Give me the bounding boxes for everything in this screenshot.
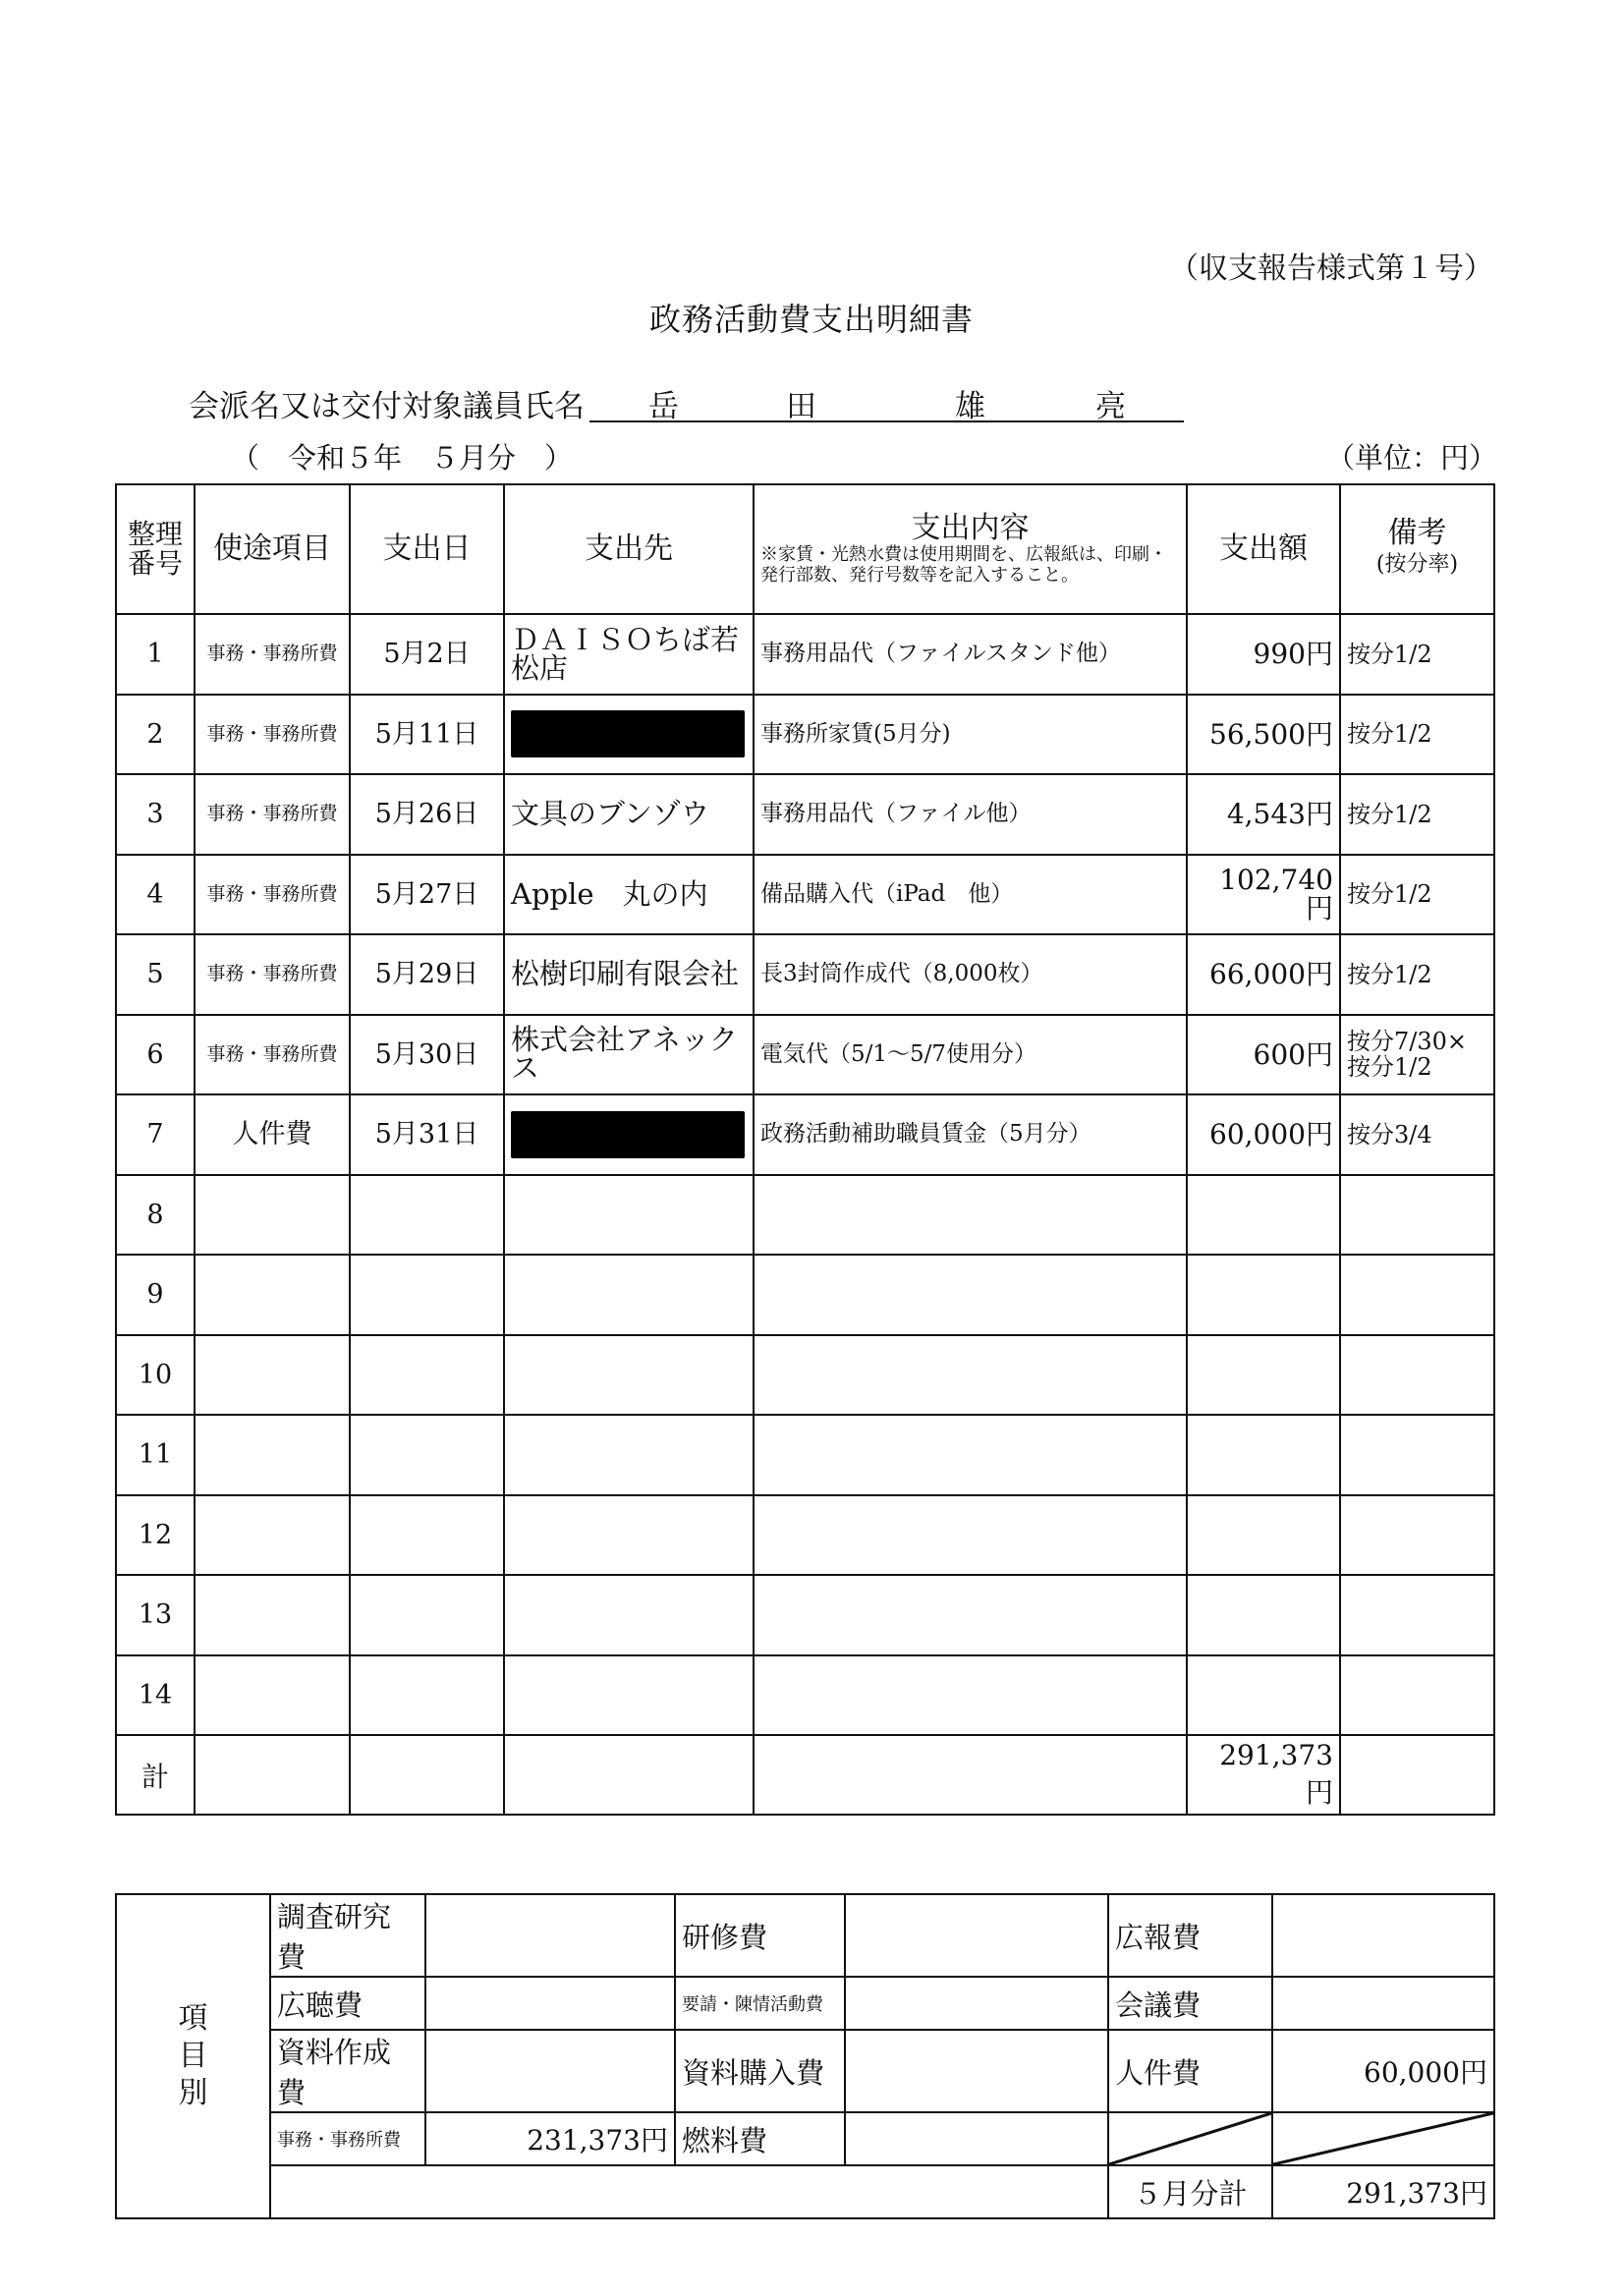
row-category	[195, 1175, 350, 1256]
table-row	[116, 695, 1494, 775]
row-payee	[504, 1655, 754, 1736]
petition-label: 要請・陳情活動費	[675, 1977, 845, 2030]
row-payee	[504, 1094, 754, 1175]
row-payee	[504, 1335, 754, 1416]
row-payee: 文具のブンゾウ	[504, 774, 754, 855]
row-payee	[504, 695, 754, 775]
row-date: 5月11日	[350, 695, 504, 775]
row-note	[1340, 1655, 1494, 1736]
row-payee: Apple 丸の内	[504, 855, 754, 935]
row-number: 5	[116, 934, 195, 1015]
table-row	[116, 1175, 1494, 1256]
row-note	[1340, 1495, 1494, 1576]
row-number: 2	[116, 695, 195, 775]
fuel-label: 燃料費	[675, 2112, 845, 2165]
header-date: 支出日	[350, 484, 504, 614]
row-category	[195, 1255, 350, 1335]
diagonal-cell-2	[1272, 2112, 1494, 2165]
row-number: 10	[116, 1335, 195, 1416]
row-payee: ＤＡＩＳＯちば若松店	[504, 614, 754, 695]
publicity-label: 広報費	[1108, 1894, 1272, 1977]
row-amount: 990円	[1187, 614, 1340, 695]
row-date	[350, 1655, 504, 1736]
row-amount: 600円	[1187, 1015, 1340, 1095]
row-payee	[504, 1495, 754, 1576]
row-content: 事務用品代（ファイル他）	[754, 774, 1187, 855]
office-label: 事務・事務所費	[270, 2112, 425, 2165]
research-label: 調査研究費	[270, 1894, 425, 1977]
form-id: （収支報告様式第１号）	[1169, 252, 1493, 286]
row-date	[350, 1255, 504, 1335]
personnel-value: 60,000円	[1272, 2030, 1494, 2112]
row-amount: 66,000円	[1187, 934, 1340, 1015]
row-number: 12	[116, 1495, 195, 1576]
row-amount	[1187, 1335, 1340, 1416]
row-date	[350, 1335, 504, 1416]
name-char-4: 亮	[1095, 389, 1126, 424]
row-payee: 株式会社アネックス	[504, 1015, 754, 1095]
redaction-block	[511, 710, 745, 757]
personnel-label: 人件費	[1108, 2030, 1272, 2112]
name-char-2: 田	[786, 389, 816, 424]
row-payee	[504, 1255, 754, 1335]
header-note-label: 備考	[1387, 516, 1447, 550]
row-amount	[1187, 1655, 1340, 1736]
row-category: 事務・事務所費	[195, 614, 350, 695]
expense-table	[115, 483, 1495, 1816]
row-content	[754, 1255, 1187, 1335]
row-note	[1340, 1415, 1494, 1495]
row-content: 事務用品代（ファイルスタンド他）	[754, 614, 1187, 695]
report-period: （ 令和５年 ５月分 ）	[231, 441, 574, 475]
row-date: 5月31日	[350, 1094, 504, 1175]
row-note: 按分1/2	[1340, 855, 1494, 935]
row-note	[1340, 1335, 1494, 1416]
header-note	[1340, 484, 1494, 614]
header-content	[754, 484, 1187, 614]
name-char-3: 雄	[955, 389, 985, 424]
row-category	[195, 1335, 350, 1416]
row-number: 3	[116, 774, 195, 855]
row-number: 1	[116, 614, 195, 695]
month-total-label: ５月分計	[1108, 2165, 1272, 2218]
row-note: 按分1/2	[1340, 774, 1494, 855]
row-note: 按分1/2	[1340, 614, 1494, 695]
row-amount: 56,500円	[1187, 695, 1340, 775]
row-date: 5月27日	[350, 855, 504, 935]
table-row	[116, 934, 1494, 1015]
table-row	[116, 1255, 1494, 1335]
row-category: 人件費	[195, 1094, 350, 1175]
materials-buy-label: 資料購入費	[675, 2030, 845, 2112]
row-date	[350, 1575, 504, 1655]
office-value: 231,373円	[425, 2112, 675, 2165]
row-category	[195, 1495, 350, 1576]
header-content-label: 支出内容	[911, 511, 1030, 545]
row-amount	[1187, 1415, 1340, 1495]
total-label: 計	[116, 1735, 195, 1815]
row-content	[754, 1575, 1187, 1655]
redaction-block	[511, 1111, 745, 1158]
table-row	[116, 1495, 1494, 1576]
category-summary	[115, 1893, 1495, 2219]
row-amount	[1187, 1175, 1340, 1256]
header-payee: 支出先	[504, 484, 754, 614]
table-row	[116, 614, 1494, 695]
month-total-value: 291,373円	[1272, 2165, 1494, 2218]
table-row	[116, 855, 1494, 935]
by-category-label	[116, 1894, 270, 2218]
row-amount: 60,000円	[1187, 1094, 1340, 1175]
table-row	[116, 1655, 1494, 1736]
table-row	[116, 774, 1494, 855]
table-row	[116, 1094, 1494, 1175]
row-note: 按分3/4	[1340, 1094, 1494, 1175]
name-label: 会派名又は交付対象議員氏名	[189, 389, 585, 424]
unit-label: （単位：円）	[1326, 441, 1498, 475]
header-amount: 支出額	[1187, 484, 1340, 614]
row-number: 14	[116, 1655, 195, 1736]
row-content: 電気代（5/1～5/7使用分）	[754, 1015, 1187, 1095]
row-category: 事務・事務所費	[195, 774, 350, 855]
row-content: 政務活動補助職員賃金（5月分）	[754, 1094, 1187, 1175]
row-number: 6	[116, 1015, 195, 1095]
row-date: 5月2日	[350, 614, 504, 695]
row-content	[754, 1175, 1187, 1256]
member-name	[589, 381, 1184, 422]
table-row	[116, 1415, 1494, 1495]
row-number: 4	[116, 855, 195, 935]
hearing-label: 広聴費	[270, 1977, 425, 2030]
row-category: 事務・事務所費	[195, 934, 350, 1015]
row-content	[754, 1335, 1187, 1416]
row-amount: 4,543円	[1187, 774, 1340, 855]
row-content: 長3封筒作成代（8,000枚）	[754, 934, 1187, 1015]
side-label-text: 項目別	[178, 2001, 208, 2110]
row-amount: 102,740円	[1187, 855, 1340, 935]
row-date	[350, 1495, 504, 1576]
row-date: 5月30日	[350, 1015, 504, 1095]
row-date: 5月26日	[350, 774, 504, 855]
row-amount	[1187, 1495, 1340, 1576]
header-no: 整理番号	[116, 484, 195, 614]
row-date: 5月29日	[350, 934, 504, 1015]
row-note: 按分1/2	[1340, 695, 1494, 775]
meeting-label: 会議費	[1108, 1977, 1272, 2030]
row-number: 9	[116, 1255, 195, 1335]
training-label: 研修費	[675, 1894, 845, 1977]
row-payee: 松樹印刷有限会社	[504, 934, 754, 1015]
row-number: 11	[116, 1415, 195, 1495]
row-date	[350, 1175, 504, 1256]
row-number: 13	[116, 1575, 195, 1655]
row-payee	[504, 1575, 754, 1655]
row-category: 事務・事務所費	[195, 695, 350, 775]
total-amount: 291,373円	[1187, 1735, 1340, 1815]
row-category	[195, 1655, 350, 1736]
row-content: 事務所家賃(5月分)	[754, 695, 1187, 775]
header-content-note: ※家賃・光熱水費は使用期間を、広報紙は、印刷・発行部数、発行号数等を記入すること。	[760, 544, 1167, 586]
header-note-sub: (按分率)	[1375, 552, 1459, 577]
table-row	[116, 1335, 1494, 1416]
row-amount	[1187, 1255, 1340, 1335]
row-amount	[1187, 1575, 1340, 1655]
row-payee	[504, 1415, 754, 1495]
row-note	[1340, 1575, 1494, 1655]
row-category: 事務・事務所費	[195, 1015, 350, 1095]
materials-make-label: 資料作成費	[270, 2030, 425, 2112]
row-note: 按分1/2	[1340, 934, 1494, 1015]
header-category: 使途項目	[195, 484, 350, 614]
table-row	[116, 1015, 1494, 1095]
row-content	[754, 1655, 1187, 1736]
row-note	[1340, 1175, 1494, 1256]
row-content	[754, 1495, 1187, 1576]
row-note	[1340, 1255, 1494, 1335]
row-category: 事務・事務所費	[195, 855, 350, 935]
row-category	[195, 1415, 350, 1495]
row-payee	[504, 1175, 754, 1256]
diagonal-cell-1	[1108, 2112, 1272, 2165]
row-number: 7	[116, 1094, 195, 1175]
row-content	[754, 1415, 1187, 1495]
table-row	[116, 1575, 1494, 1655]
row-date	[350, 1415, 504, 1495]
row-content: 備品購入代（iPad 他）	[754, 855, 1187, 935]
document-title: 政務活動費支出明細書	[648, 301, 974, 338]
row-note: 按分7/30×按分1/2	[1340, 1015, 1494, 1095]
row-number: 8	[116, 1175, 195, 1256]
row-category	[195, 1575, 350, 1655]
name-char-1: 岳	[648, 389, 679, 424]
